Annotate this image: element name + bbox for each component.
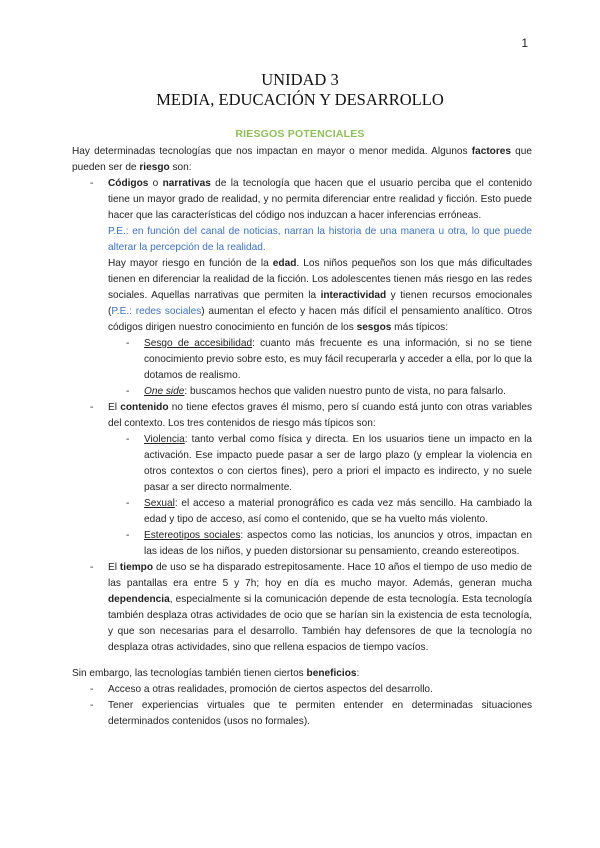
bullet-marker: - <box>126 498 130 509</box>
sublist-item-sesgo-accesibilidad: - Sesgo de accesibilidad: cuanto más frecuente es una información, si no se tiene conocimiento previo sobre esto, es muy fácil recuperarla y acceder a ella, por lo que la dotamos de realismo. <box>126 338 533 381</box>
sublist-item-violencia: - Violencia: tanto verbal como física y directa. En los usuarios tiene un impacto en la activación. Ese impacto puede pasar a ser de largo plazo (y emplear la violencia en otros contextos o con ciertos fines), pero a priori el impacto es indirecto, y no suele pasar a ser directo normalmente. <box>126 434 532 493</box>
list-item-benefit-2: - Tener experiencias virtuales que te permiten entender en determinadas situaciones determinados contenidos (usos no formales). <box>90 700 532 727</box>
list-item-benefit-1: - Acceso a otras realidades, promoción de ciertos aspectos del desarrollo. <box>108 682 532 698</box>
bullet-marker: - <box>90 700 94 711</box>
bullet-marker: - <box>90 684 94 695</box>
bullet-marker: - <box>90 562 94 573</box>
bullet-marker: - <box>126 386 130 397</box>
page-number: 1 <box>521 36 528 50</box>
document-title <box>0 70 600 110</box>
benefits-paragraph: Sin embargo, las tecnologías también tienen ciertos beneficios: <box>72 668 360 679</box>
paragraph-edad: Hay mayor riesgo en función de la edad. Los niños pequeños son los que más dificultades tienen en diferenciar la realidad de la ficción. Los adolescentes tienen más riesgo en las redes sociales. Aquellas narrativas que permiten la interactividad y tienen recursos emocionales (P.E.: redes sociales) aumentan el efecto y hacen más difícil el pensamiento analítico. Otros códigos dirigen nuestro conocimiento en función de los sesgos más típicos: <box>108 258 533 333</box>
list-item-codigos: - Códigos o narrativas de la tecnología que hacen que el usuario perciba que el contenido tiene un mayor grado de realidad, y no permita diferenciar entre realidad y ficción. Esto puede hacer que las características del código nos induzcan a hacer inferencias erróneas. P.E.: en función del canal de noticias, narran la historia de una manera u otra, lo que puede alterar la percepción de la realidad. Hay mayor riesgo en función de la edad. Los niños pequeños son los que más dificultades tienen en diferenciar la realidad de la ficción. Los adolescentes tienen más riesgo en las redes sociales. Aquellas narrativas que permiten la interactividad y tienen recursos emocionales (P.E.: redes sociales) aumentan el efecto y hacen más difícil el pensamiento analítico. Otros códigos dirigen nuestro conocimiento en función de los sesgos más típicos: <box>108 176 532 336</box>
bullet-marker: - <box>90 178 94 189</box>
sublist-item-sexual: - Sexual: el acceso a material pronográfico es cada vez más sencillo. Ha cambiado la edad y tipo de acceso, así como el contenido, que se ha vuelto más violento. <box>126 498 532 525</box>
bullet-marker: - <box>126 530 130 541</box>
example-note: P.E.: en función del canal de noticias, narran la historia de una manera u otra, lo que puede alterar la percepción de la realidad. <box>108 226 532 253</box>
bullet-marker: - <box>90 402 94 413</box>
bullet-marker: - <box>126 338 130 349</box>
sublist-item-estereotipos: - Estereotipos sociales: aspectos como las noticias, los anuncios y otros, impactan en las ideas de los niños, y pueden distorsionar su pensamiento, creando estereotipos. <box>126 530 532 557</box>
bullet-marker: - <box>126 434 130 445</box>
title-line-topic: MEDIA, EDUCACIÓN Y DESARROLLO <box>156 90 444 109</box>
title-line-unit: UNIDAD 3 <box>261 70 339 89</box>
list-item-contenido: - El contenido no tiene efectos graves él mismo, pero sí cuando está junto con otras variables del contexto. Los tres contenidos de riesgo más típicos son: <box>90 402 533 429</box>
list-item-tiempo: - El tiempo de uso se ha disparado estrepitosamente. Hace 10 años el tiempo de uso medio de las pantallas era entre 5 y 7h; hoy en día es mucho mayor. Además, generan mucha dependencia, especialmente si la comunicación depende de esta tecnología. Esta tecnología también desplaza otras actividades de ocio que se harían sin la existencia de esta tecnología, y que son necesarias para el desarrollo. También hay defensores de que la tecnología no desplaza otras actividades, sino que rellena espacios de tiempo vacíos. <box>90 562 533 653</box>
sublist-item-one-side: - One side: buscamos hechos que validen nuestro punto de vista, no para falsarlo. <box>144 384 532 400</box>
document-body <box>72 144 532 730</box>
section-title: RIESGOS POTENCIALES <box>235 128 365 140</box>
intro-paragraph: Hay determinadas tecnologías que nos impactan en mayor o menor medida. Algunos factores que pueden ser de riesgo son: <box>72 146 532 173</box>
